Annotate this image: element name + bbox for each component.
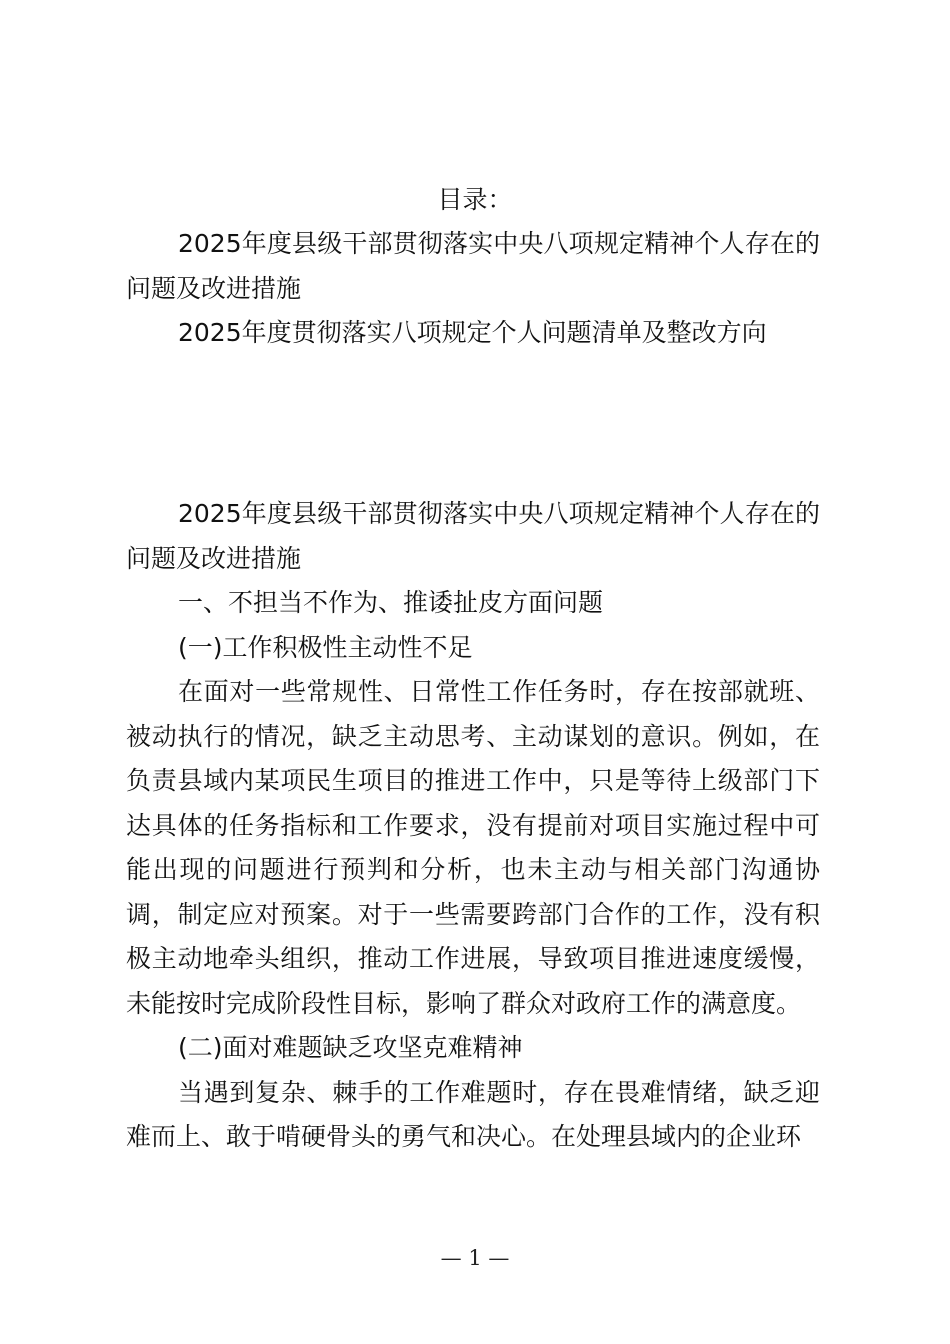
- toc-entry-2[interactable]: 2025年度贯彻落实八项规定个人问题清单及整改方向: [178, 318, 767, 347]
- article-title: 2025年度县级干部贯彻落实中央八项规定精神个人存在的问题及改进措施: [126, 499, 820, 573]
- page-number: — 1 —: [440, 1246, 510, 1270]
- toc-title: 目录：: [437, 185, 513, 214]
- subsection-heading: (一)工作积极性主动性不足: [178, 632, 473, 662]
- section-heading: 一、不担当不作为、推诿扯皮方面问题: [178, 588, 604, 617]
- body-paragraph: 当遇到复杂、棘手的工作难题时，存在畏难情绪，缺乏迎难而上、敢于啃硬骨头的勇气和决心。在处理县域内的企业环: [126, 1077, 820, 1151]
- toc-entry-1[interactable]: 2025年度县级干部贯彻落实中央八项规定精神个人存在的问题及改进措施: [126, 229, 820, 303]
- body-paragraph: 在面对一些常规性、日常性工作任务时，存在按部就班、被动执行的情况，缺乏主动思考、主动谋划的意识。例如，在负责县域内某项民生项目的推进工作中，只是等待上级部门下达具体的任务指标和工作要求，没有提前对项目实施过程中可能出现的问题进行预判和分析，也未主动与相关部门沟通协调，制定应对预案。对于一些需要跨部门合作的工作，没有积极主动地牵头组织，推动工作进展，导致项目推进速度缓慢，未能按时完成阶段性目标，影响了群众对政府工作的满意度。: [126, 677, 820, 1018]
- article-body: [126, 492, 820, 1160]
- subsection-heading: (二)面对难题缺乏攻坚克难精神: [178, 1033, 523, 1062]
- toc-list: [126, 222, 820, 356]
